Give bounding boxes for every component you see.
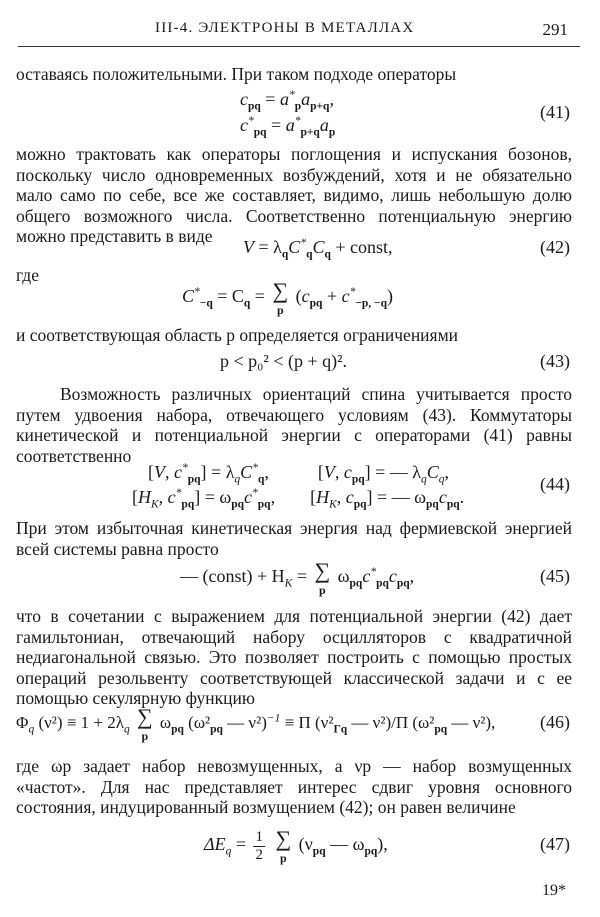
paragraph-6: При этом избыточная кинетическая энергия над фермиевской энергией всей системы равна просто: [16, 518, 572, 559]
header-rule: [18, 46, 580, 47]
equation-44-line-2: [$H_K$, $c^*_{pq}] = \omega_{pq}c^*_{pq}$, [$H_K$, $c_{pq}$] = — $\omega_{pq}c_{pq}$.: [132, 487, 465, 511]
paragraph-5: Возможность различных ориентаций спина учитывается просто путем удвоения набора, отвечающего условиям (43). Коммутаторы кинетической и потенциальной энергии с операторами (41) равны соответственно: [16, 384, 572, 466]
equation-44-line-1: [V, $c^*_{pq}] = \lambda_qC^*_q$, [V, $c_{pq}$] = — $\lambda_qC_q$,: [148, 462, 450, 486]
equation-41-number: (41): [540, 102, 570, 122]
equation-42-number: (42): [540, 237, 570, 257]
header-title: III-4. ЭЛЕКТРОНЫ В МЕТАЛЛАХ: [155, 20, 415, 36]
paragraph-7: что в сочетании с выражением для потенциальной энергии (42) дает гамильтониан, отвечающий набору осцилляторов с квадратичной недиагональной связью. Это позволяет построить с помощью простых операций резольвенту соответствующей классической задачи и с ее помощью секулярную функцию: [16, 606, 572, 709]
paragraph-1: оставаясь положительными. При таком подходе операторы: [16, 64, 457, 84]
equation-43-number: (43): [540, 351, 570, 371]
equation-47: $\Delta E_q$ = $\frac{1}{2}$ ∑ p ($\nu_{pq}$ — $\omega_{pq}$),: [204, 826, 388, 865]
equation-45: — (const) + $H_K$ = ∑ p $\omega_{pq}c^*_{pq}c_{pq}$,: [180, 558, 415, 597]
paragraph-4: и соответствующая область p определяется ограничениями: [16, 325, 459, 345]
equation-46-number: (46): [540, 712, 570, 732]
paragraph-8: где ωp задает набор невозмущенных, а νp — набор возмущенных «частот». Для нас представляет интерес сдвиг уровня основного состояния, индуцированный возмущением (42); он равен величине: [16, 756, 572, 818]
equation-41-line-2: $c^*_{pq} = a^*_{p+q}a_p$: [240, 115, 336, 139]
signature-mark: 19*: [542, 882, 566, 899]
running-header: [0, 20, 600, 42]
paragraph-3: где: [16, 265, 39, 285]
equation-42: $V = \lambda_qC^*_qC_q$ + const,: [243, 237, 393, 261]
header-page-number: 291: [542, 20, 568, 39]
equation-46: $\Phi_q$ $(\nu^2) \equiv 1 + 2\lambda_q$ ∑ p $\omega_{pq}$ ($\omega^2_{pq}$ — ν²)$^{-1}$ ≡ Π ($\nu^2_{\Gamma q}$ — ν²)/Π ($\omega^2_{pq}$ — ν²),: [16, 704, 496, 743]
equation-42b: $C^*_{-q} = C_q$ = ∑ p $(c_{pq} + c^*_{-p, -q})$: [182, 278, 393, 317]
equation-45-number: (45): [540, 566, 570, 586]
equation-44-number: (44): [540, 474, 570, 494]
equation-43: p < p₀² < (p + q)².: [220, 351, 348, 371]
equation-41-line-1: $c_{pq} = a^*_pa_{p+q}$,: [240, 89, 334, 113]
paragraph-2: можно трактовать как операторы поглощения и испускания бозонов, поскольку число одновременных возбуждений, хотя и не обязательно мало само по себе, все же составляет, видимо, лишь небольшую долю общего возможного числа. Соответственно потенциальную энергию можно представить в виде: [16, 144, 572, 247]
equation-47-number: (47): [540, 834, 570, 854]
